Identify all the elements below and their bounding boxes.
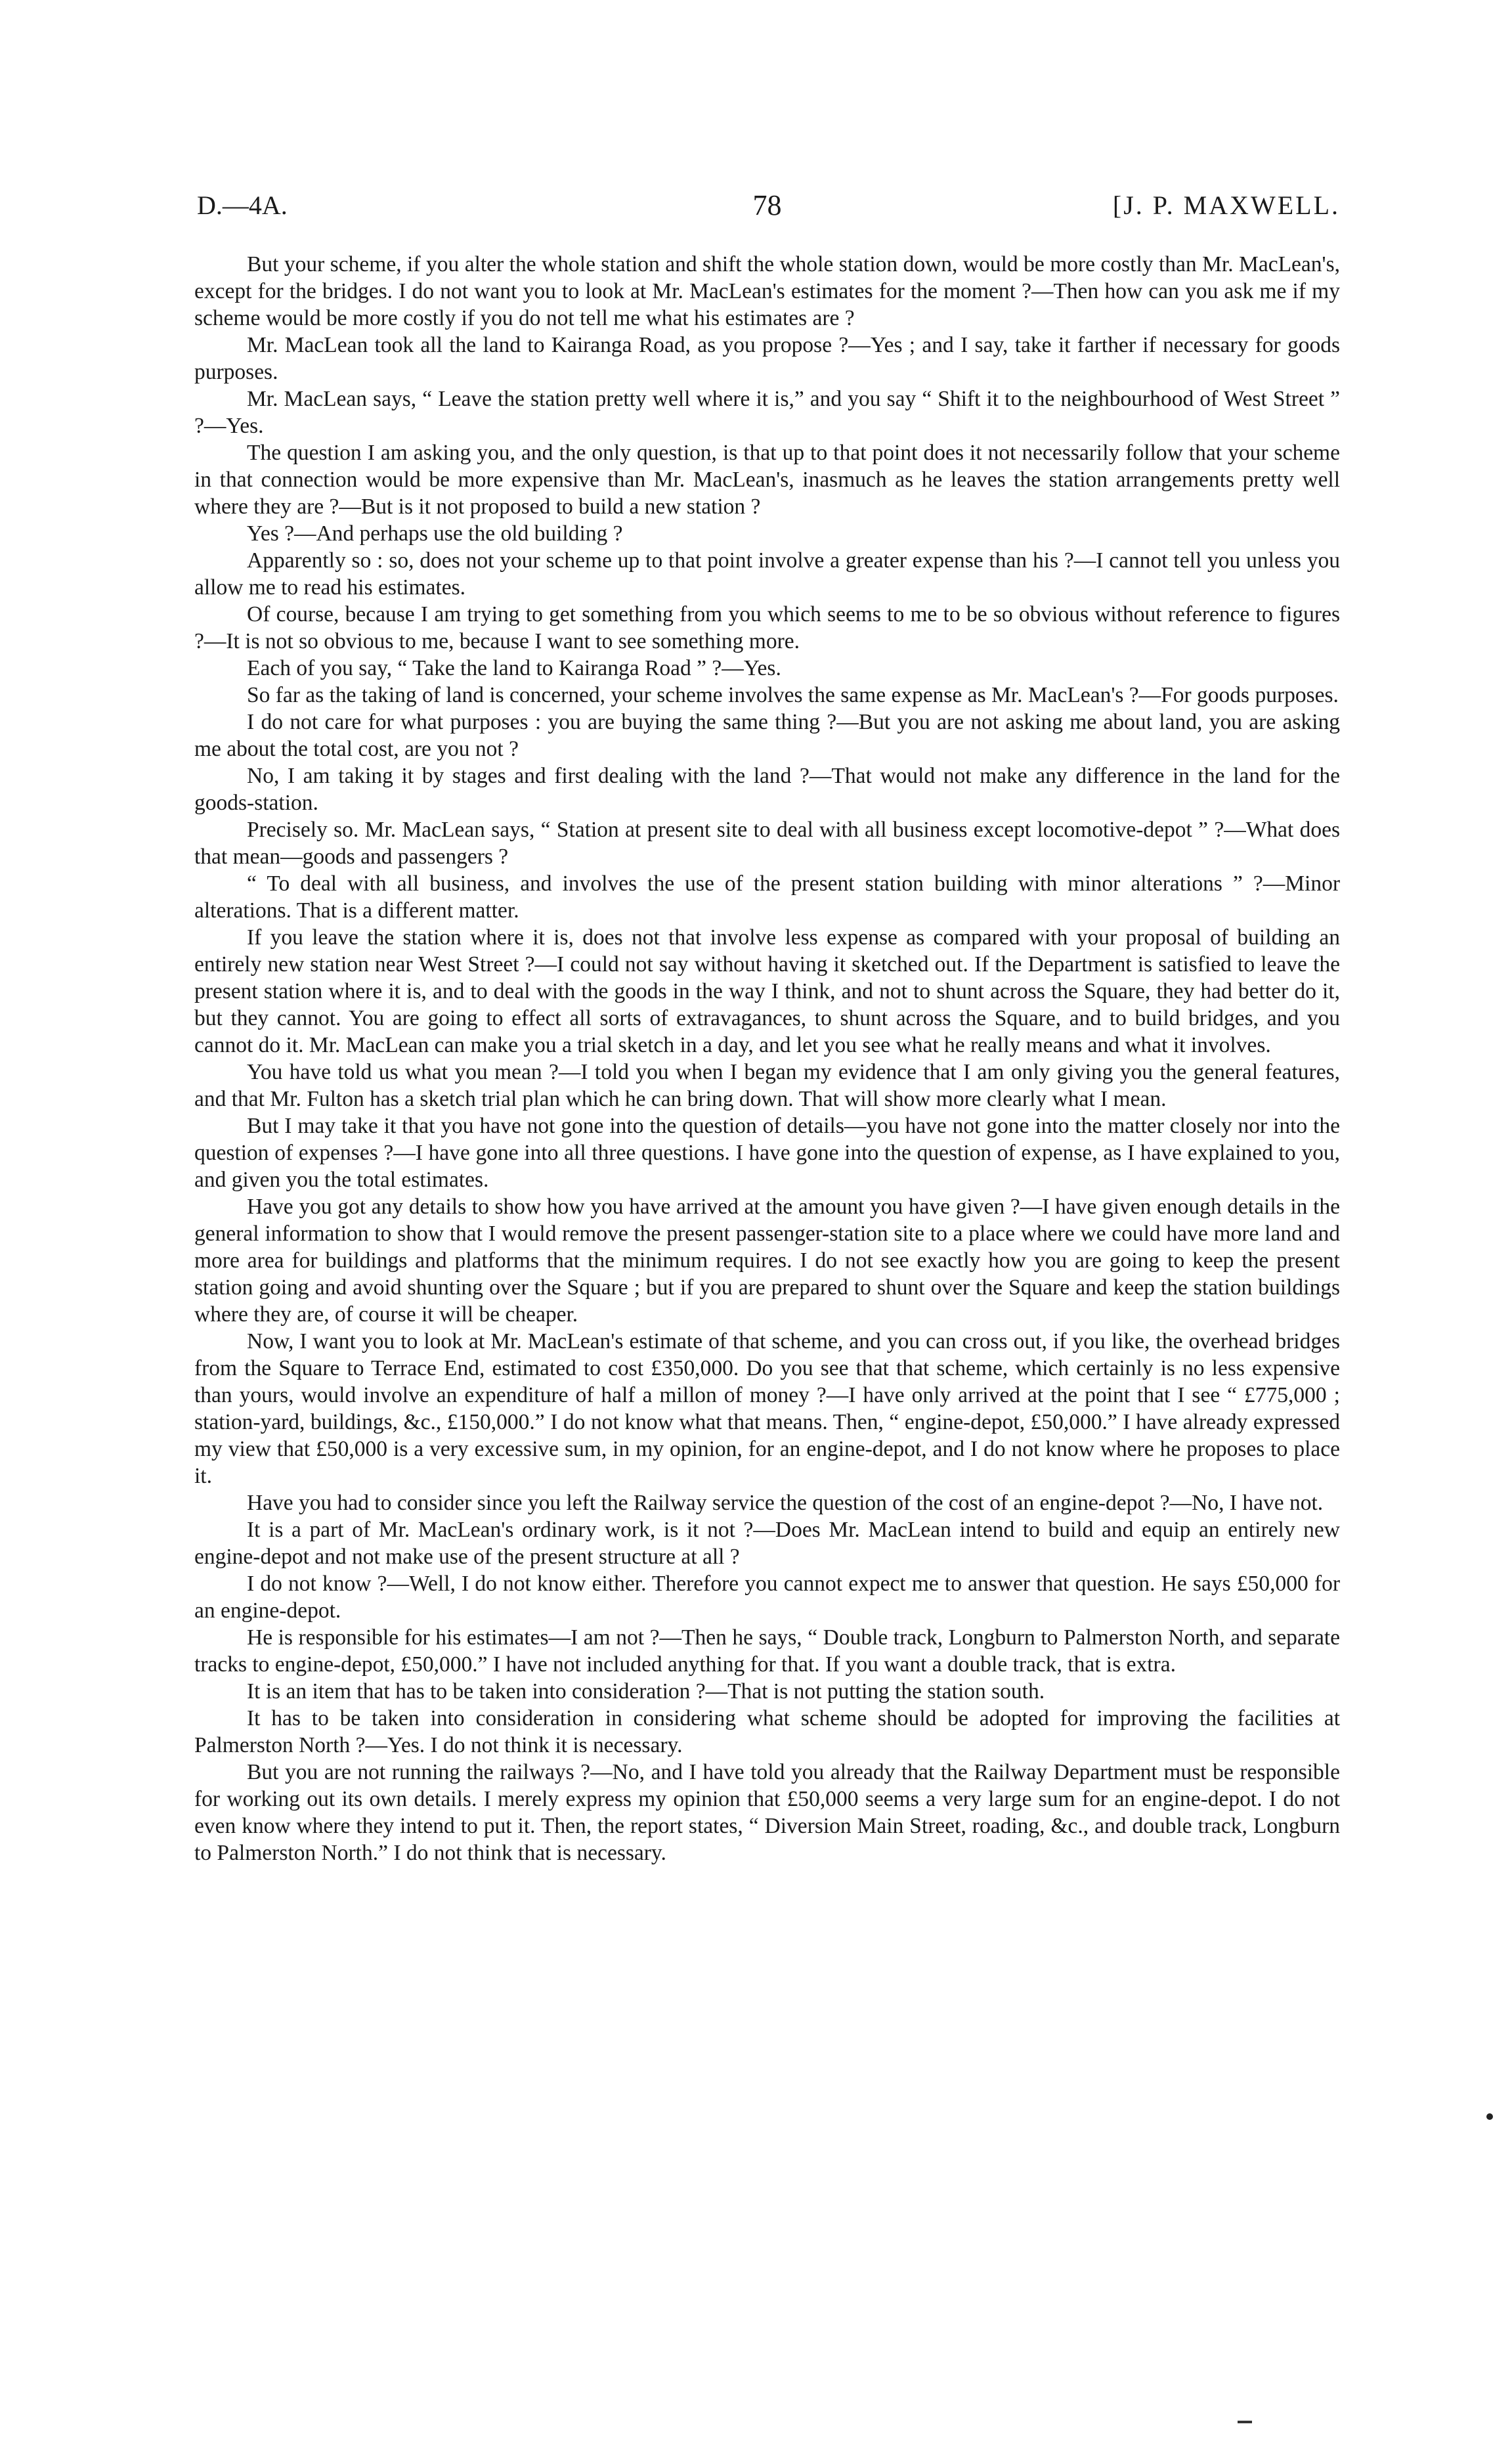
witness-name: [J. P. MAXWELL.	[1112, 190, 1340, 220]
paragraph: “ To deal with all business, and involves the use of the present station building with minor alterations ” ?—Minor alterations. That is a different matter.	[194, 871, 1340, 923]
margin-ink-dash	[1238, 2421, 1252, 2423]
paragraph: If you leave the station where it is, does not that involve less expense as compared with your proposal of building an entirely new station near West Street ?—I could not say without having it sketched out. If the Department is satisfied to leave the present station where it is, and to deal with the goods in the way I think, and not to shunt across the Square, they had better do it, but they cannot. You are going to effect all sorts of extravagances, to shunt across the Square, and to build bridges, and you cannot do it. Mr. MacLean can make you a trial sketch in a day, and let you see what he really means and what it involves.	[194, 925, 1340, 1057]
paragraph: I do not know ?—Well, I do not know either. Therefore you cannot expect me to answer that question. He says £50,000 for an engine-depot.	[194, 1572, 1340, 1623]
paragraph: Have you got any details to show how you have arrived at the amount you have given ?—I have given enough details in the general information to show that I would remove the present passenger-station site to a place where we could have more land and more area for buildings and platforms that the minimum requires. I do not see exactly how you are going to keep the present station going and avoid shunting over the Square ; but if you are prepared to shunt over the Square and keep the station buildings where they are, of course it will be cheaper.	[194, 1195, 1340, 1327]
paragraph: Now, I want you to look at Mr. MacLean's estimate of that scheme, and you can cross out, if you like, the overhead bridges from the Square to Terrace End, estimated to cost £350,000. Do you see that that scheme, which certainly is no less expensive than yours, would involve an expenditure of half a millon of money ?—I have only arrived at the point that I see “ £775,000 ; station-yard, buildings, &c., £150,000.” I do not know what that means. Then, “ engine-depot, £50,000.” I have already expressed my view that £50,000 is a very excessive sum, in my opinion, for an engine-depot, and I do not know where he proposes to place it.	[194, 1329, 1340, 1488]
paragraph: Precisely so. Mr. MacLean says, “ Station at present site to deal with all business except locomotive-depot ” ?—What does that mean—goods and passengers ?	[194, 818, 1340, 869]
paragraph: It is a part of Mr. MacLean's ordinary work, is it not ?—Does Mr. MacLean intend to build and equip an entirely new engine-depot and not make use of the present structure at all ?	[194, 1518, 1340, 1569]
paragraph: Yes ?—And perhaps use the old building ?	[247, 521, 623, 546]
paragraph: He is responsible for his estimates—I am not ?—Then he says, “ Double track, Longburn to Palmerston North, and separate tracks to engine-depot, £50,000.” I have not included anything for that. If you want a double track, that is extra.	[194, 1625, 1340, 1677]
paragraph: Apparently so : so, does not your scheme up to that point involve a greater expense than his ?—I cannot tell you unless you allow me to read his estimates.	[194, 548, 1340, 600]
paragraph: But you are not running the railways ?—No, and I have told you already that the Railway Department must be responsible for working out its own details. I merely express my opinion that £50,000 seems a very large sum for an engine-depot. I do not even know where they intend to put it. Then, the report states, “ Diversion Main Street, roading, &c., and double track, Longburn to Palmerston North.” I do not think that is necessary.	[194, 1760, 1340, 1865]
testimony-body	[194, 251, 1340, 1866]
document-reference: D.—4A.	[197, 190, 288, 220]
paragraph: I do not care for what purposes : you are buying the same thing ?—But you are not asking me about land, you are asking me about the total cost, are you not ?	[194, 710, 1340, 761]
paragraph: Mr. MacLean took all the land to Kairanga Road, as you propose ?—Yes ; and I say, take it farther if necessary for goods purposes.	[194, 333, 1340, 384]
paragraph: Of course, because I am trying to get something from you which seems to me to be so obvious without reference to figures ?—It is not so obvious to me, because I want to see something more.	[194, 602, 1340, 653]
paragraph: Have you had to consider since you left the Railway service the question of the cost of an engine-depot ?—No, I have not.	[247, 1491, 1324, 1515]
paragraph: No, I am taking it by stages and first dealing with the land ?—That would not make any difference in the land for the goods-station.	[194, 764, 1340, 815]
page-number: 78	[752, 189, 782, 221]
paragraph: It is an item that has to be taken into consideration ?—That is not putting the station south.	[247, 1679, 1045, 1704]
paragraph: Each of you say, “ Take the land to Kairanga Road ” ?—Yes.	[247, 656, 781, 680]
paragraph: But your scheme, if you alter the whole station and shift the whole station down, would be more costly than Mr. MacLean's, except for the bridges. I do not want you to look at Mr. MacLean's estimates for the moment ?—Then how can you ask me if my scheme would be more costly if you do not tell me what his estimates are ?	[194, 252, 1340, 330]
paragraph: The question I am asking you, and the only question, is that up to that point does it not necessarily follow that your scheme in that connection would be more expensive than Mr. MacLean's, inasmuch as he leaves the station arrangements pretty well where they are ?—But is it not proposed to build a new station ?	[194, 441, 1340, 519]
paragraph: So far as the taking of land is concerned, your scheme involves the same expense as Mr. MacLean's ?—For goods purposes.	[247, 683, 1339, 707]
paragraph: It has to be taken into consideration in considering what scheme should be adopted for improving the facilities at Palmerston North ?—Yes. I do not think it is necessary.	[194, 1706, 1340, 1757]
paragraph: Mr. MacLean says, “ Leave the station pretty well where it is,” and you say “ Shift it to the neighbourhood of West Street ” ?—Yes.	[194, 387, 1340, 438]
paragraph: But I may take it that you have not gone into the question of details—you have not gone into the matter closely nor into the question of expenses ?—I have gone into all three questions. I have gone into the question of expense, as I have explained to you, and given you the total estimates.	[194, 1114, 1340, 1192]
margin-ink-dot	[1486, 2113, 1493, 2120]
paragraph: You have told us what you mean ?—I told you when I began my evidence that I am only giving you the general features, and that Mr. Fulton has a sketch trial plan which he can bring down. That will show more clearly what I mean.	[194, 1060, 1340, 1111]
page-header	[194, 186, 1340, 225]
